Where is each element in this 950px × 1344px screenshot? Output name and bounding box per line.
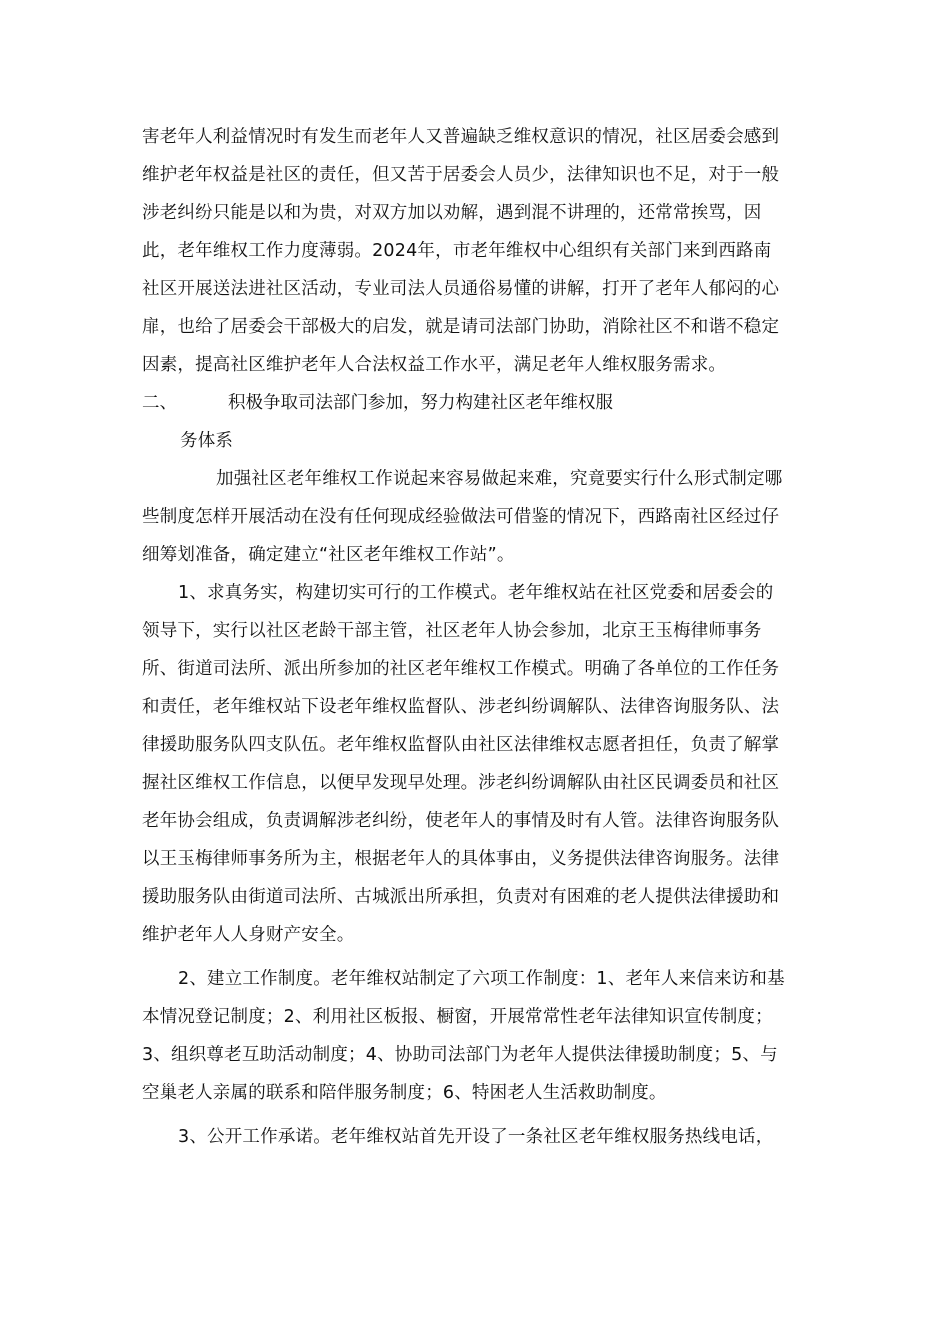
text-line: 加强社区老年维权工作说起来容易做起来难，究竟要实行什么形式制定哪 bbox=[216, 469, 783, 489]
text-line: 害老年人利益情况时有发生而老年人又普遍缺乏维权意识的情况，社区居委会感到 bbox=[142, 127, 780, 147]
text-line: 和责任，老年维权站下设老年维权监督队、涉老纠纷调解队、法律咨询服务队、法 bbox=[142, 697, 780, 717]
text-line: 维护老年权益是社区的责任，但又苦于居委会人员少，法律知识也不足，对于一般 bbox=[142, 165, 780, 185]
text-line: 2、建立工作制度。老年维权站制定了六项工作制度：1、老年人来信来访和基 bbox=[178, 969, 785, 989]
text-line: 涉老纠纷只能是以和为贵，对双方加以劝解，遇到混不讲理的，还常常挨骂，因 bbox=[142, 203, 762, 223]
text-line: 细筹划准备，确定建立“社区老年维权工作站”。 bbox=[142, 545, 515, 565]
text-line: 空巢老人亲属的联系和陪伴服务制度；6、特困老人生活救助制度。 bbox=[142, 1083, 667, 1103]
text-line: 援助服务队由街道司法所、古城派出所承担，负责对有困难的老人提供法律援助和 bbox=[142, 887, 780, 907]
section-title-continued: 务体系 bbox=[180, 431, 234, 451]
text-line: 扉，也给了居委会干部极大的启发，就是请司法部门协助，消除社区不和谐不稳定 bbox=[142, 317, 780, 337]
text-line: 维护老年人人身财产安全。 bbox=[142, 925, 355, 945]
text-line: 所、街道司法所、派出所参加的社区老年维权工作模式。明确了各单位的工作任务 bbox=[142, 659, 780, 679]
text-line: 些制度怎样开展活动在没有任何现成经验做法可借鉴的情况下，西路南社区经过仔 bbox=[142, 507, 780, 527]
text-line: 此，老年维权工作力度薄弱。2024年，市老年维权中心组织有关部门来到西路南 bbox=[142, 241, 772, 261]
text-line: 因素，提高社区维护老年人合法权益工作水平，满足老年人维权服务需求。 bbox=[142, 355, 727, 375]
text-line: 1、求真务实，构建切实可行的工作模式。老年维权站在社区党委和居委会的 bbox=[178, 583, 774, 603]
text-line: 老年协会组成，负责调解涉老纠纷，使老年人的事情及时有人管。法律咨询服务队 bbox=[142, 811, 780, 831]
text-line: 3、公开工作承诺。老年维权站首先开设了一条社区老年维权服务热线电话， bbox=[178, 1127, 774, 1147]
text-line: 领导下，实行以社区老龄干部主管，社区老年人协会参加，北京王玉梅律师事务 bbox=[142, 621, 762, 641]
text-line: 社区开展送法进社区活动，专业司法人员通俗易懂的讲解，打开了老年人郁闷的心 bbox=[142, 279, 780, 299]
text-line: 本情况登记制度；2、利用社区板报、橱窗，开展常常性老年法律知识宣传制度； bbox=[142, 1007, 773, 1027]
section-number: 二、 bbox=[142, 393, 177, 413]
text-line: 3、组织尊老互助活动制度；4、协助司法部门为老年人提供法律援助制度；5、与 bbox=[142, 1045, 778, 1065]
section-title: 积极争取司法部门参加，努力构建社区老年维权服 bbox=[228, 393, 613, 413]
text-line: 握社区维权工作信息，以便早发现早处理。涉老纠纷调解队由社区民调委员和社区 bbox=[142, 773, 780, 793]
text-line: 律援助服务队四支队伍。老年维权监督队由社区法律维权志愿者担任，负责了解掌 bbox=[142, 735, 780, 755]
text-line: 以王玉梅律师事务所为主，根据老年人的具体事由，义务提供法律咨询服务。法律 bbox=[142, 849, 780, 869]
